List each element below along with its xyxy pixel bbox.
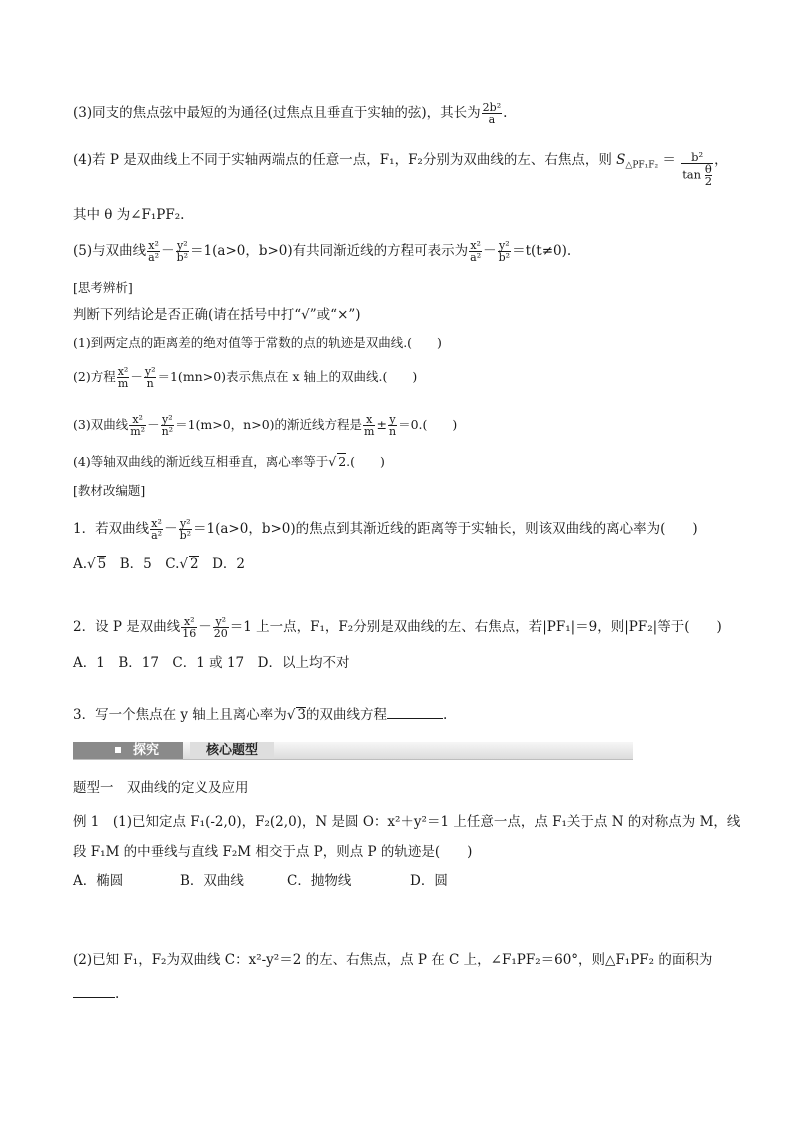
example-1-line-1: 例 1 (1)已知定点 F₁(-2,0)，F₂(2,0)，N 是圆 O：x²＋y²＝1 上任意一点，点 F₁关于点 N 的对称点为 M，线 <box>73 814 741 830</box>
type-1-heading: 题型一 双曲线的定义及应用 <box>73 780 249 796</box>
banner-explore: 探究 <box>73 742 183 759</box>
question-2: 2．设 P 是双曲线 $\frac{\text{x²}}{16}$ － $\frac{\text{y²}}{20}$ ＝1 上一点，F₁，F₂分别是双曲线的左、右焦点，若|PF₁|＝9，则|PF₂|等于( ) <box>73 615 722 640</box>
area-symbol: $S_{\triangle PF_1F_2}$ <box>616 152 659 171</box>
judge-2: (2)方程 $\frac{\text{x²}}{m}$ － $\frac{\text{y²}}{n}$ ＝1(mn>0)表示焦点在 x 轴上的双曲线.( ) <box>73 365 418 390</box>
judge-4: (4)等轴双曲线的渐近线互相垂直，离心率等于√ 2.( ) <box>73 454 385 469</box>
square-icon <box>115 747 121 753</box>
section-banner <box>73 742 633 760</box>
property-3: (3)同支的焦点弦中最短的为通径(过焦点且垂直于实轴的弦)，其长为 $\frac{\text{2b²}}{a}$ . <box>73 101 508 126</box>
example-1-line-2: 段 F₁M 的中垂线与直线 F₂M 相交于点 P，则点 P 的轨迹是( ) <box>73 844 473 860</box>
judge-3: (3)双曲线 $\frac{\text{x²}}{\text{m²}}$ － $\frac{\text{y²}}{\text{n²}}$ ＝1(m>0，n>0)的渐近线方程是 $\frac{x}{m}$ ± $\frac{y}{n}$ ＝0.( ) <box>73 413 458 438</box>
property-4-note: 其中 θ 为∠F₁PF₂. <box>73 207 185 223</box>
answer-blank[interactable] <box>387 718 443 719</box>
judge-1: (1)到两定点的距离差的绝对值等于常数的点的轨迹是双曲线.( ) <box>73 335 442 350</box>
example-1-options: A．椭圆 B．双曲线 C．抛物线 D．圆 <box>73 873 448 889</box>
judge-intro: 判断下列结论是否正确(请在括号中打“√”或“×”) <box>73 307 361 323</box>
property-5: (5)与双曲线 $\frac{\text{x²}}{\text{a²}}$ － $\frac{\text{y²}}{\text{b²}}$ ＝1(a>0，b>0)有共同渐近线的方程可表示为 $\frac{\text{x²}}{\text{a²}}$ － $\frac{\text{y²}}{\text{b²}}$ ＝t(t≠0). <box>73 239 572 264</box>
section-think: [思考辨析] <box>73 280 133 295</box>
fraction: $\frac{\text{2b²}}{a}$ <box>482 101 502 126</box>
example-1-part-2: (2)已知 F₁，F₂为双曲线 C：x²-y²＝2 的左、右焦点，点 P 在 C 上，∠F₁PF₂＝60°，则△F₁PF₂ 的面积为 <box>73 952 713 968</box>
question-1: 1．若双曲线 $\frac{\text{x²}}{\text{a²}}$ － $\frac{\text{y²}}{\text{b²}}$ ＝1(a>0，b>0)的焦点到其渐近线的距离等于实轴长，则该双曲线的离心率为( ) <box>73 517 698 542</box>
question-3: 3．写一个焦点在 y 轴上且离心率为√ 3的双曲线方程 . <box>73 707 448 723</box>
property-4: (4)若 P 是双曲线上不同于实轴两端点的任意一点，F₁，F₂分别为双曲线的左、右焦点，则 $S_{\triangle PF_1F_2}$ ＝ b² tan $\frac{\theta}{2}$ ， <box>73 149 728 188</box>
answer-blank[interactable] <box>73 997 115 998</box>
area-fraction: b² tan $\frac{\theta}{2}$ <box>682 149 713 188</box>
banner-core-types: 核心题型 <box>190 742 274 759</box>
question-2-options: A．1 B．17 C．1 或 17 D．以上均不对 <box>73 655 350 671</box>
question-1-options: A.√ 5 B．5 C.√ 2 D．2 <box>73 556 246 572</box>
example-1-part-2-blank: . <box>73 984 119 1004</box>
section-textbook: [教材改编题] <box>73 483 146 498</box>
